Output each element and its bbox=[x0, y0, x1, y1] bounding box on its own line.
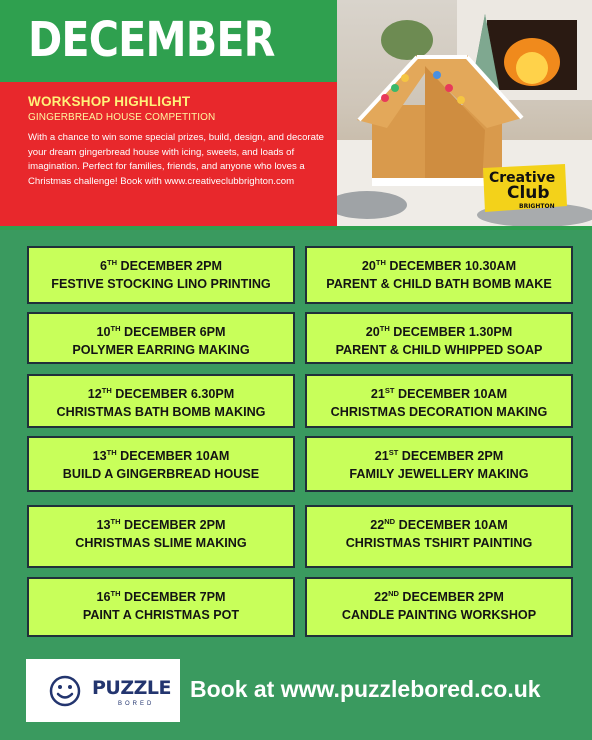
header-divider bbox=[0, 226, 592, 230]
creative-club-logo bbox=[479, 162, 569, 214]
event-date: 12TH DECEMBER 6.30PM bbox=[87, 385, 235, 401]
event-date: 21ST DECEMBER 10AM bbox=[370, 385, 508, 401]
event-date: 13TH DECEMBER 10AM bbox=[92, 447, 230, 463]
badge-line1: Creative bbox=[489, 170, 556, 186]
logo-sub: BORED bbox=[118, 701, 155, 707]
event-card bbox=[305, 374, 573, 428]
event-name: PARENT & CHILD BATH BOMB MAKE bbox=[326, 277, 552, 291]
event-card bbox=[305, 577, 573, 637]
booking-link-text: Book at www.puzzlebored.co.uk bbox=[190, 676, 541, 702]
event-card bbox=[305, 246, 573, 304]
event-date: 10TH DECEMBER 6PM bbox=[96, 323, 226, 339]
event-name: BUILD A GINGERBREAD HOUSE bbox=[62, 467, 260, 481]
event-name: POLYMER EARRING MAKING bbox=[72, 343, 250, 357]
event-date: 16TH DECEMBER 7PM bbox=[96, 588, 226, 604]
event-date: 22ND DECEMBER 10AM bbox=[370, 516, 508, 532]
event-name: CANDLE PAINTING WORKSHOP bbox=[341, 608, 537, 622]
logo-name: PUZZLE bbox=[92, 677, 171, 699]
event-card bbox=[27, 505, 295, 568]
event-card bbox=[305, 436, 573, 492]
event-date: 20TH DECEMBER 1.30PM bbox=[365, 323, 513, 339]
event-name: PAINT A CHRISTMAS POT bbox=[82, 608, 240, 622]
event-date: 13TH DECEMBER 2PM bbox=[96, 516, 226, 532]
event-name: CHRISTMAS SLIME MAKING bbox=[75, 536, 247, 550]
event-name: PARENT & CHILD WHIPPED SOAP bbox=[335, 343, 543, 357]
badge-line3: BRIGHTON bbox=[519, 203, 555, 210]
workshop-highlight-panel bbox=[0, 82, 337, 226]
event-name: CHRISTMAS TSHIRT PAINTING bbox=[345, 536, 533, 550]
event-name: CHRISTMAS DECORATION MAKING bbox=[330, 405, 548, 419]
badge-line2: Club bbox=[507, 183, 550, 203]
event-name: FESTIVE STOCKING LINO PRINTING bbox=[51, 277, 271, 291]
event-card bbox=[305, 505, 573, 568]
event-name: CHRISTMAS BATH BOMB MAKING bbox=[56, 405, 266, 419]
smiling-face-icon bbox=[48, 674, 82, 708]
event-card bbox=[27, 374, 295, 428]
page-title: DECEMBER bbox=[28, 12, 275, 68]
event-card bbox=[27, 436, 295, 492]
event-date: 22ND DECEMBER 2PM bbox=[374, 588, 504, 604]
highlight-description: With a chance to win some special prizes, build, design, and decorate your dream gingerbread house with icing, sweets, and loads of imagination. Perfect for families, friends, and anyone who loves a Christmas challenge! Book with www.creativeclubbrighton.com bbox=[28, 132, 324, 187]
event-date: 6TH DECEMBER 2PM bbox=[100, 257, 222, 273]
event-card bbox=[27, 312, 295, 364]
event-name: FAMILY JEWELLERY MAKING bbox=[349, 467, 529, 481]
event-date: 21ST DECEMBER 2PM bbox=[374, 447, 504, 463]
event-date: 20TH DECEMBER 10.30AM bbox=[361, 257, 517, 273]
event-card bbox=[27, 577, 295, 637]
gingerbread-house-photo bbox=[337, 0, 592, 230]
event-card bbox=[27, 246, 295, 304]
highlight-subtitle: GINGERBREAD HOUSE COMPETITION bbox=[28, 112, 216, 123]
event-card bbox=[305, 312, 573, 364]
highlight-label: WORKSHOP HIGHLIGHT bbox=[28, 94, 191, 109]
puzzle-bored-logo bbox=[26, 659, 180, 722]
